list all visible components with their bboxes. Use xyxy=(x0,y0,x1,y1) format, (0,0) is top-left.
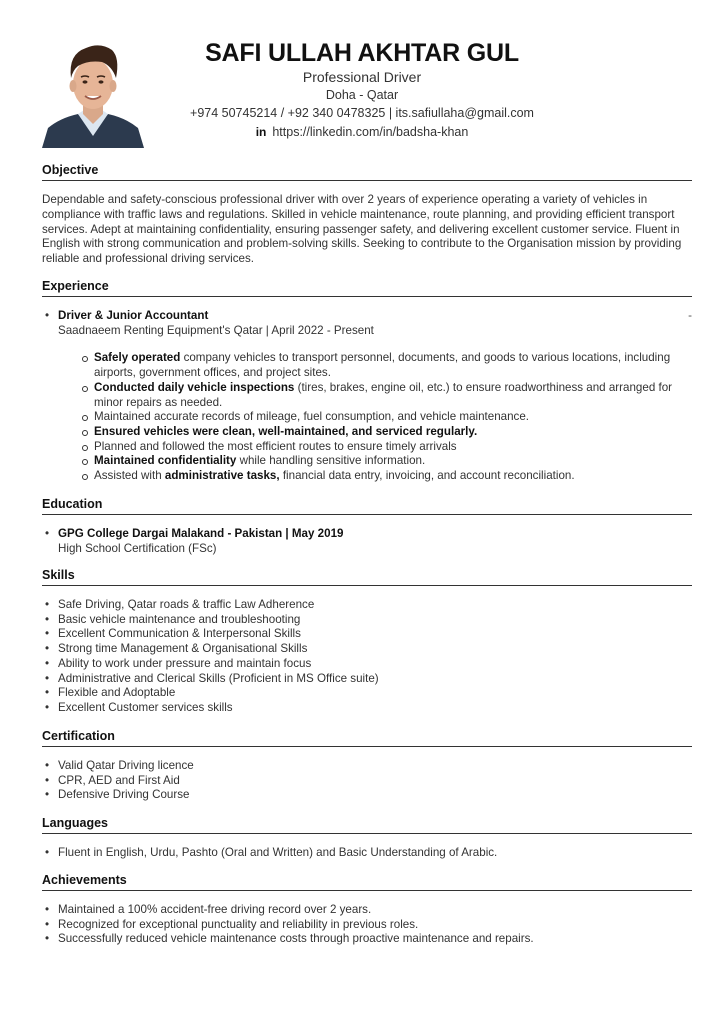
certification-item: • Valid Qatar Driving licence xyxy=(42,759,692,774)
job-company: Saadnaeem Renting Equipment's Qatar | April 2022 - Present xyxy=(58,323,374,337)
certification-item: • CPR, AED and First Aid xyxy=(42,774,692,789)
job-dash: - xyxy=(688,309,692,322)
section-title: Objective xyxy=(42,162,692,181)
skill-item: • Administrative and Clerical Skills (Proficient in MS Office suite) xyxy=(42,672,692,687)
section-title: Education xyxy=(42,496,692,515)
linkedin-link[interactable]: https://linkedin.com/in/badsha-khan xyxy=(272,125,469,139)
duty-item: Maintained accurate records of mileage, fuel consumption, and vehicle maintenance. xyxy=(42,410,692,425)
section-title: Achievements xyxy=(42,872,692,891)
linkedin-icon: in xyxy=(255,125,267,139)
language-item: • Fluent in English, Urdu, Pashto (Oral and Written) and Basic Understanding of Arabic. xyxy=(42,846,692,861)
duty-item: Planned and followed the most efficient routes to ensure timely arrivals xyxy=(42,440,692,455)
experience-section xyxy=(42,278,692,484)
candidate-name: SAFI ULLAH AKHTAR GUL xyxy=(205,39,519,67)
resume-header xyxy=(150,38,574,142)
duty-item: Ensured vehicles were clean, well-maintained, and serviced regularly. xyxy=(42,425,692,440)
skill-item: • Flexible and Adoptable xyxy=(42,686,692,701)
duty-item: Maintained confidentiality while handling sensitive information. xyxy=(42,454,692,469)
objective-text: Dependable and safety-conscious professional driver with over 2 years of experience operating a variety of vehicles in compliance with traffic laws and regulations. Skilled in vehicle maintenance, route planning, and providing efficient transport services. Adept at maintaining confidentiality, ensuring passenger safety, and delivering excellent customer service. Fluent in English with strong communication and problem-solving skills. Seeking to contribute to the Organisation mission by providing reliable and professional driving services. xyxy=(42,193,682,266)
linkedin-row[interactable] xyxy=(150,123,574,142)
objective-section xyxy=(42,162,692,267)
skills-section xyxy=(42,567,692,716)
section-title: Experience xyxy=(42,278,692,297)
certification-section xyxy=(42,728,692,803)
achievements-section xyxy=(42,872,692,947)
degree: High School Certification (FSc) xyxy=(58,541,217,555)
skill-item: • Excellent Customer services skills xyxy=(42,701,692,716)
education-section xyxy=(42,496,692,556)
skill-item: • Ability to work under pressure and maintain focus xyxy=(42,657,692,672)
achievement-item: • Recognized for exceptional punctuality and reliability in previous roles. xyxy=(42,918,692,933)
languages-section xyxy=(42,815,692,861)
achievement-item: • Maintained a 100% accident-free driving record over 2 years. xyxy=(42,903,692,918)
job-title: Professional Driver xyxy=(302,69,422,85)
contact-info[interactable]: +974 50745214 / +92 340 0478325 | its.safiullaha@gmail.com xyxy=(190,106,534,120)
skill-item: • Excellent Communication & Interpersonal Skills xyxy=(42,627,692,642)
skill-item: • Safe Driving, Qatar roads & traffic Law Adherence xyxy=(42,598,692,613)
section-title: Languages xyxy=(42,815,692,834)
job-entry xyxy=(42,309,692,338)
duty-item: Assisted with administrative tasks, financial data entry, invoicing, and account reconciliation. xyxy=(42,469,692,484)
profile-photo xyxy=(40,36,146,148)
certification-item: • Defensive Driving Course xyxy=(42,788,692,803)
skill-item: • Basic vehicle maintenance and troubleshooting xyxy=(42,613,692,628)
section-title: Certification xyxy=(42,728,692,747)
job-position: Driver & Junior Accountant xyxy=(58,309,209,322)
duty-item: Conducted daily vehicle inspections (tires, brakes, engine oil, etc.) to ensure roadworthiness and arranged for minor repairs as needed. xyxy=(42,381,692,410)
education-entry xyxy=(42,527,692,556)
location: Doha - Qatar xyxy=(325,88,399,102)
achievement-item: • Successfully reduced vehicle maintenance costs through proactive maintenance and repairs. xyxy=(42,932,692,947)
skill-item: • Strong time Management & Organisational Skills xyxy=(42,642,692,657)
duty-item: Safely operated company vehicles to transport personnel, documents, and goods to various locations, including airports, government offices, and project sites. xyxy=(42,351,692,380)
section-title: Skills xyxy=(42,567,692,586)
school-name: GPG College Dargai Malakand - Pakistan | May 2019 xyxy=(58,527,344,540)
